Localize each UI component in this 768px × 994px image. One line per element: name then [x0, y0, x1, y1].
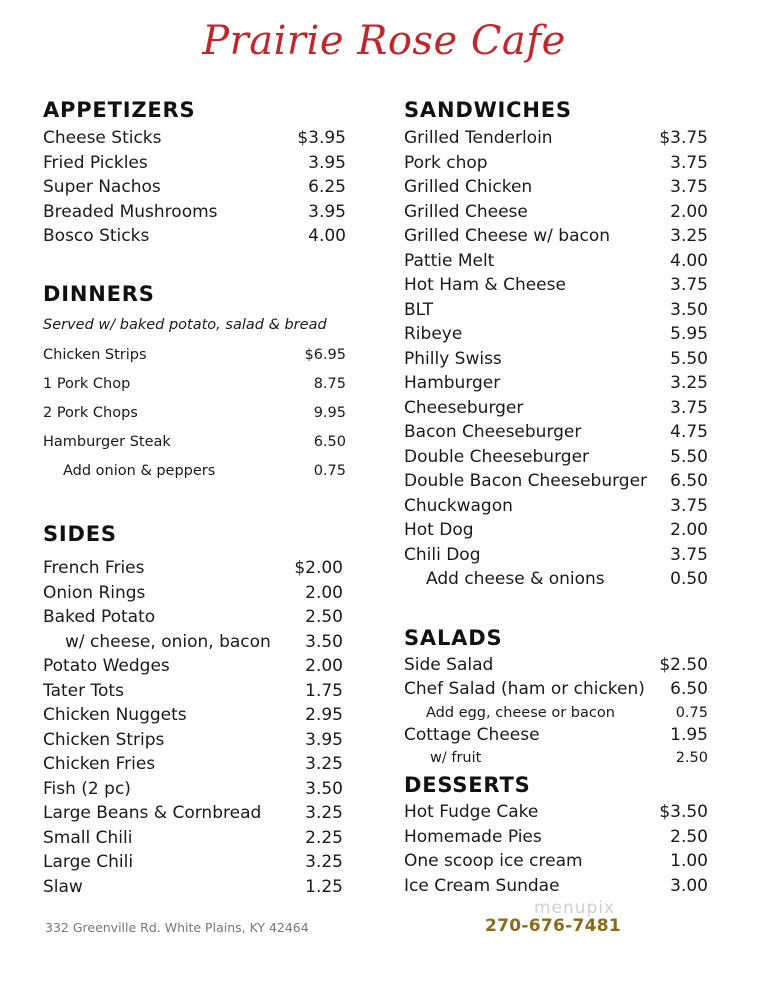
- menu-item: [404, 224, 708, 248]
- item-name: Chicken Fries: [43, 754, 156, 774]
- item-name: Fish (2 pc): [43, 779, 131, 799]
- menu-item: [404, 518, 708, 542]
- item-name: Hot Ham & Cheese: [404, 275, 566, 295]
- item-name: Side Salad: [404, 655, 494, 675]
- menu-item: [43, 175, 346, 199]
- item-price: 4.00: [670, 251, 708, 271]
- menu-item: [43, 430, 346, 454]
- item-price: 2.95: [305, 705, 343, 725]
- item-name: Pattie Melt: [404, 251, 495, 271]
- item-price: 9.95: [313, 405, 346, 421]
- item-name: Tater Tots: [43, 681, 124, 701]
- item-price: 3.95: [308, 153, 346, 173]
- item-price: 4.00: [308, 226, 346, 246]
- item-name: Grilled Cheese: [404, 202, 528, 222]
- menu-item: [404, 494, 708, 518]
- item-price: 3.50: [670, 300, 708, 320]
- item-name: 2 Pork Chops: [43, 405, 138, 421]
- item-price: 3.95: [305, 730, 343, 750]
- menu-item: [404, 273, 708, 297]
- item-name: Large Chili: [43, 852, 134, 872]
- item-price: $2.50: [659, 655, 708, 675]
- menu-item: [404, 371, 708, 395]
- item-price: 1.95: [670, 725, 708, 745]
- item-price: 0.50: [670, 569, 708, 589]
- menu-item: [43, 372, 346, 396]
- menu-item: [404, 396, 708, 420]
- dinners-heading: DINNERS: [43, 282, 155, 306]
- item-price: 6.25: [308, 177, 346, 197]
- menu-item: [404, 200, 708, 224]
- item-name: Onion Rings: [43, 583, 146, 603]
- menu-item: [43, 401, 346, 425]
- item-name: Chili Dog: [404, 545, 481, 565]
- item-name: Potato Wedges: [43, 656, 170, 676]
- item-name: Double Cheeseburger: [404, 447, 590, 467]
- item-name: Add cheese & onions: [426, 569, 605, 589]
- dinners-note: Served w/ baked potato, salad & bread: [43, 317, 327, 333]
- menu-item: [404, 800, 708, 824]
- item-name: Grilled Tenderloin: [404, 128, 553, 148]
- item-price: $3.95: [297, 128, 346, 148]
- item-name: Grilled Cheese w/ bacon: [404, 226, 611, 246]
- item-price: $2.00: [294, 558, 343, 578]
- menu-item: [404, 249, 708, 273]
- item-name: Philly Swiss: [404, 349, 502, 369]
- item-name: Chef Salad (ham or chicken): [404, 679, 645, 699]
- item-price: 3.75: [670, 545, 708, 565]
- item-name: French Fries: [43, 558, 145, 578]
- menu-item: [404, 151, 708, 175]
- item-name: Slaw: [43, 877, 83, 897]
- item-name: Add egg, cheese or bacon: [426, 705, 615, 721]
- item-name: One scoop ice cream: [404, 851, 583, 871]
- menu-item: [404, 723, 708, 747]
- item-price: 1.75: [305, 681, 343, 701]
- menu-item: [404, 420, 708, 444]
- menu-item: [404, 126, 708, 150]
- item-price: 3.75: [670, 275, 708, 295]
- item-name: Hamburger: [404, 373, 501, 393]
- item-price: $3.75: [659, 128, 708, 148]
- item-price: 2.00: [670, 520, 708, 540]
- cafe-title: Prairie Rose Cafe: [202, 18, 566, 64]
- watermark: menupix: [534, 898, 616, 918]
- item-name: Baked Potato: [43, 607, 156, 627]
- menu-item: [404, 322, 708, 346]
- item-name: Cheese Sticks: [43, 128, 162, 148]
- menu-item: [404, 543, 708, 567]
- item-name: Large Beans & Cornbread: [43, 803, 262, 823]
- item-name: w/ fruit: [430, 750, 482, 766]
- item-price: 2.00: [305, 583, 343, 603]
- menu-item: [43, 200, 346, 224]
- menu-item: [404, 469, 708, 493]
- item-name: Bosco Sticks: [43, 226, 150, 246]
- menu-item: [404, 849, 708, 873]
- item-price: 8.75: [313, 376, 346, 392]
- phone-number: 270-676-7481: [485, 916, 621, 936]
- menu-item: [43, 151, 346, 175]
- item-price: 2.00: [670, 202, 708, 222]
- item-name: Super Nachos: [43, 177, 161, 197]
- menu-item: [43, 777, 343, 801]
- item-price: 6.50: [313, 434, 346, 450]
- menu-item: [43, 581, 343, 605]
- menu-item: [43, 703, 343, 727]
- menu-item: [43, 850, 343, 874]
- menu-item: [43, 728, 343, 752]
- menu-item: [43, 126, 346, 150]
- menu-item: [43, 630, 343, 654]
- menu-item: [43, 826, 343, 850]
- item-name: BLT: [404, 300, 434, 320]
- item-price: $6.95: [304, 347, 346, 363]
- item-price: 5.95: [670, 324, 708, 344]
- item-price: 5.50: [670, 349, 708, 369]
- item-price: 2.50: [670, 827, 708, 847]
- item-price: 3.25: [305, 852, 343, 872]
- menu-item: [404, 874, 708, 898]
- menu-item: [404, 746, 708, 770]
- item-price: 6.50: [670, 679, 708, 699]
- item-price: 3.25: [305, 803, 343, 823]
- item-name: Double Bacon Cheeseburger: [404, 471, 648, 491]
- item-name: Chuckwagon: [404, 496, 513, 516]
- item-name: Ice Cream Sundae: [404, 876, 560, 896]
- item-price: 3.50: [305, 632, 343, 652]
- menu-item: [404, 175, 708, 199]
- item-name: Hot Fudge Cake: [404, 802, 539, 822]
- menu-item: [404, 347, 708, 371]
- appetizers-heading: APPETIZERS: [43, 98, 196, 122]
- item-name: Bacon Cheeseburger: [404, 422, 582, 442]
- item-price: 0.75: [313, 463, 346, 479]
- menu-item: [404, 567, 708, 591]
- menu-item: [43, 556, 343, 580]
- item-price: 3.75: [670, 496, 708, 516]
- menu-item: [404, 653, 708, 677]
- item-name: Fried Pickles: [43, 153, 148, 173]
- menu-item: [404, 825, 708, 849]
- item-price: 3.75: [670, 153, 708, 173]
- address: 332 Greenville Rd. White Plains, KY 42464: [45, 920, 309, 935]
- item-name: Hot Dog: [404, 520, 474, 540]
- item-price: 3.75: [670, 177, 708, 197]
- item-price: 4.75: [670, 422, 708, 442]
- item-name: Breaded Mushrooms: [43, 202, 218, 222]
- menu-item: [43, 224, 346, 248]
- menu-item: [43, 343, 346, 367]
- item-price: 2.50: [305, 607, 343, 627]
- item-price: 5.50: [670, 447, 708, 467]
- menu-item: [404, 701, 708, 725]
- item-name: Hamburger Steak: [43, 434, 171, 450]
- item-price: 3.25: [670, 373, 708, 393]
- menu-item: [43, 679, 343, 703]
- item-price: 3.95: [308, 202, 346, 222]
- item-price: 3.25: [670, 226, 708, 246]
- menu-item: [43, 605, 343, 629]
- item-name: Ribeye: [404, 324, 463, 344]
- menu-item: [43, 654, 343, 678]
- item-name: Grilled Chicken: [404, 177, 533, 197]
- item-price: 3.00: [670, 876, 708, 896]
- sides-heading: SIDES: [43, 522, 117, 546]
- menu-item: [404, 677, 708, 701]
- item-price: 2.25: [305, 828, 343, 848]
- menu-item: [404, 445, 708, 469]
- item-name: Chicken Strips: [43, 347, 147, 363]
- item-price: $3.50: [659, 802, 708, 822]
- item-name: Small Chili: [43, 828, 133, 848]
- salads-heading: SALADS: [404, 626, 503, 650]
- menu-item: [404, 298, 708, 322]
- item-name: Add onion & peppers: [63, 463, 216, 479]
- item-price: 1.00: [670, 851, 708, 871]
- item-name: 1 Pork Chop: [43, 376, 131, 392]
- item-price: 3.50: [305, 779, 343, 799]
- menu-item: [43, 752, 343, 776]
- item-name: Homemade Pies: [404, 827, 542, 847]
- item-price: 3.75: [670, 398, 708, 418]
- item-name: Cheeseburger: [404, 398, 524, 418]
- item-name: Chicken Strips: [43, 730, 165, 750]
- item-name: w/ cheese, onion, bacon: [65, 632, 271, 652]
- item-price: 6.50: [670, 471, 708, 491]
- item-name: Cottage Cheese: [404, 725, 540, 745]
- desserts-heading: DESSERTS: [404, 773, 531, 797]
- menu-item: [43, 459, 346, 483]
- item-name: Pork chop: [404, 153, 488, 173]
- item-price: 2.00: [305, 656, 343, 676]
- item-price: 3.25: [305, 754, 343, 774]
- sandwiches-heading: SANDWICHES: [404, 98, 572, 122]
- menu-item: [43, 801, 343, 825]
- menu-item: [43, 875, 343, 899]
- item-price: 1.25: [305, 877, 343, 897]
- item-price: 2.50: [675, 750, 708, 766]
- item-name: Chicken Nuggets: [43, 705, 187, 725]
- item-price: 0.75: [675, 705, 708, 721]
